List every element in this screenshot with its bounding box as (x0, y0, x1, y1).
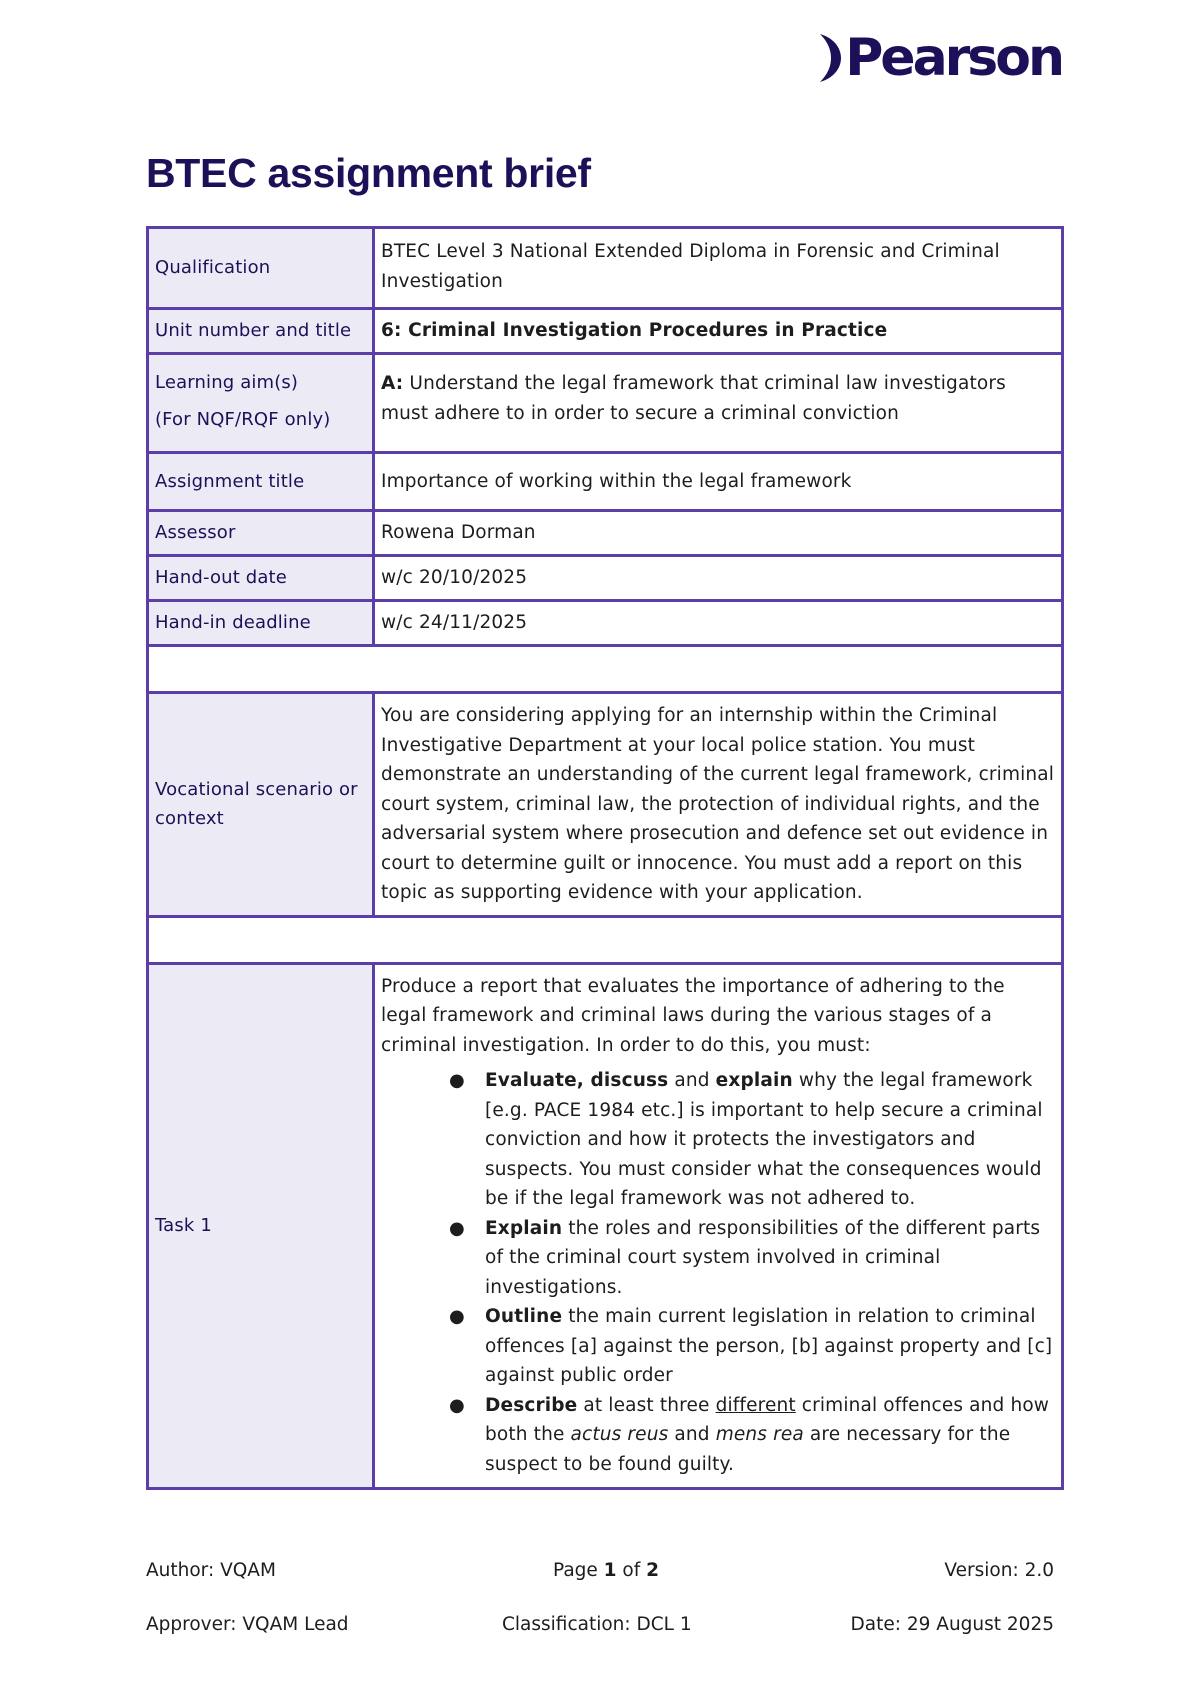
row-task-1 (148, 963, 1063, 1489)
bullet-text: the roles and responsibilities of the different parts of the criminal court system involved in criminal investigations. (485, 1217, 1041, 1298)
hand-out-label: Hand-out date (148, 556, 374, 601)
page-total: 2 (646, 1560, 660, 1581)
assignment-title-label: Assignment title (148, 453, 374, 511)
row-scenario (148, 693, 1063, 917)
unit-value: 6: Criminal Investigation Procedures in Practice (374, 309, 1063, 354)
row-unit (148, 309, 1063, 354)
row-qualification (148, 228, 1063, 309)
bullet-text: are necessary for the suspect to be found guilty. (485, 1424, 1011, 1475)
hand-in-value: w/c 24/11/2025 (374, 601, 1063, 646)
list-item (449, 1391, 1055, 1480)
qualification-value: BTEC Level 3 National Extended Diploma in Forensic and Criminal Investigation (374, 228, 1063, 309)
bullet-bold-text: explain (715, 1070, 793, 1091)
spacer-row (148, 646, 1063, 693)
page-of: of (616, 1560, 647, 1581)
learning-aim-label-cell (148, 354, 374, 453)
bullet-bold-text: Evaluate, discuss (485, 1070, 669, 1091)
row-assessor (148, 511, 1063, 556)
footer-date: Date: 29 August 2025 (850, 1614, 1054, 1635)
assignment-title-value: Importance of working within the legal framework (374, 453, 1063, 511)
task-1-content (374, 963, 1063, 1489)
learning-aim-value-cell (374, 354, 1063, 453)
scenario-value: You are considering applying for an internship within the Criminal Investigative Department at your local police station. You must demonstrate an understanding of the current legal framework, criminal court system, criminal law, the protection of individual rights, and the adversarial system where prosecution and defence set out evidence in court to determine guilt or innocence. You must add a report on this topic as supporting evidence with your application. (374, 693, 1063, 917)
spacer-row (148, 916, 1063, 963)
scenario-label: Vocational scenario or context (148, 693, 374, 917)
footer-page-number (553, 1560, 659, 1581)
spacer-cell (148, 646, 1063, 693)
unit-label: Unit number and title (148, 309, 374, 354)
task-1-label: Task 1 (148, 963, 374, 1489)
spacer-cell (148, 916, 1063, 963)
learning-aim-value: Understand the legal framework that criminal law investigators must adhere to in order to secure a criminal conviction (381, 373, 1006, 424)
bullet-text: at least three (577, 1394, 716, 1416)
assessor-value: Rowena Dorman (374, 511, 1063, 556)
learning-aim-prefix: A: (381, 373, 404, 394)
bullet-italic-text: actus reus (570, 1424, 669, 1445)
bullet-bold-text: Explain (485, 1217, 563, 1239)
bullet-text: the main current legislation in relation to criminal offences [a] against the person, [b] against property and [c] against public order (485, 1306, 1053, 1386)
list-item (449, 1302, 1055, 1391)
bullet-bold-text: Outline (485, 1306, 563, 1327)
bullet-icon: ● (449, 1070, 465, 1091)
list-item (449, 1066, 1055, 1214)
bullet-underlined-text: different (715, 1394, 796, 1416)
bullet-icon: ● (449, 1217, 465, 1239)
learning-aim-label: Learning aim(s) (155, 372, 299, 393)
hand-out-value: w/c 20/10/2025 (374, 556, 1063, 601)
footer-version: Version: 2.0 (944, 1560, 1054, 1581)
task-1-intro: Produce a report that evaluates the importance of adhering to the legal framework and criminal laws during the various stages of a criminal investigation. In order to do this, you must: (381, 975, 1005, 1056)
bullet-text: and (668, 1070, 716, 1091)
bullet-text: criminal offences and how both the (485, 1394, 1050, 1445)
qualification-label: Qualification (148, 228, 374, 309)
hand-in-label: Hand-in deadline (148, 601, 374, 646)
footer-classification: Classification: DCL 1 (502, 1614, 692, 1635)
learning-aim-label-note: (For NQF/RQF only) (155, 409, 331, 430)
bullet-text: why the legal framework [e.g. PACE 1984 etc.] is important to help secure a criminal conviction and how it protects the investigators and suspects. You must consider what the consequences would be if the legal framework was not adhered to. (485, 1070, 1043, 1209)
page-prefix: Page (553, 1560, 604, 1581)
assignment-brief-table (146, 226, 1064, 1490)
bullet-icon: ● (449, 1306, 465, 1327)
task-1-bullet-list (381, 1066, 1055, 1479)
bullet-italic-text: mens rea (715, 1424, 804, 1445)
footer-approver: Approver: VQAM Lead (146, 1614, 349, 1635)
bullet-text: and (668, 1424, 716, 1445)
pearson-logo-text: Pearson (845, 28, 1062, 88)
row-learning-aim (148, 354, 1063, 453)
document-title: BTEC assignment brief (146, 150, 591, 196)
list-item (449, 1214, 1055, 1303)
row-hand-in-deadline (148, 601, 1063, 646)
row-assignment-title (148, 453, 1063, 511)
footer-author: Author: VQAM (146, 1560, 276, 1581)
assessor-label: Assessor (148, 511, 374, 556)
row-hand-out-date (148, 556, 1063, 601)
pearson-logo-mark-icon (817, 32, 843, 84)
page-current: 1 (603, 1560, 617, 1581)
bullet-icon: ● (449, 1394, 465, 1416)
pearson-logo (817, 28, 1062, 88)
bullet-bold-text: Describe (485, 1394, 578, 1416)
